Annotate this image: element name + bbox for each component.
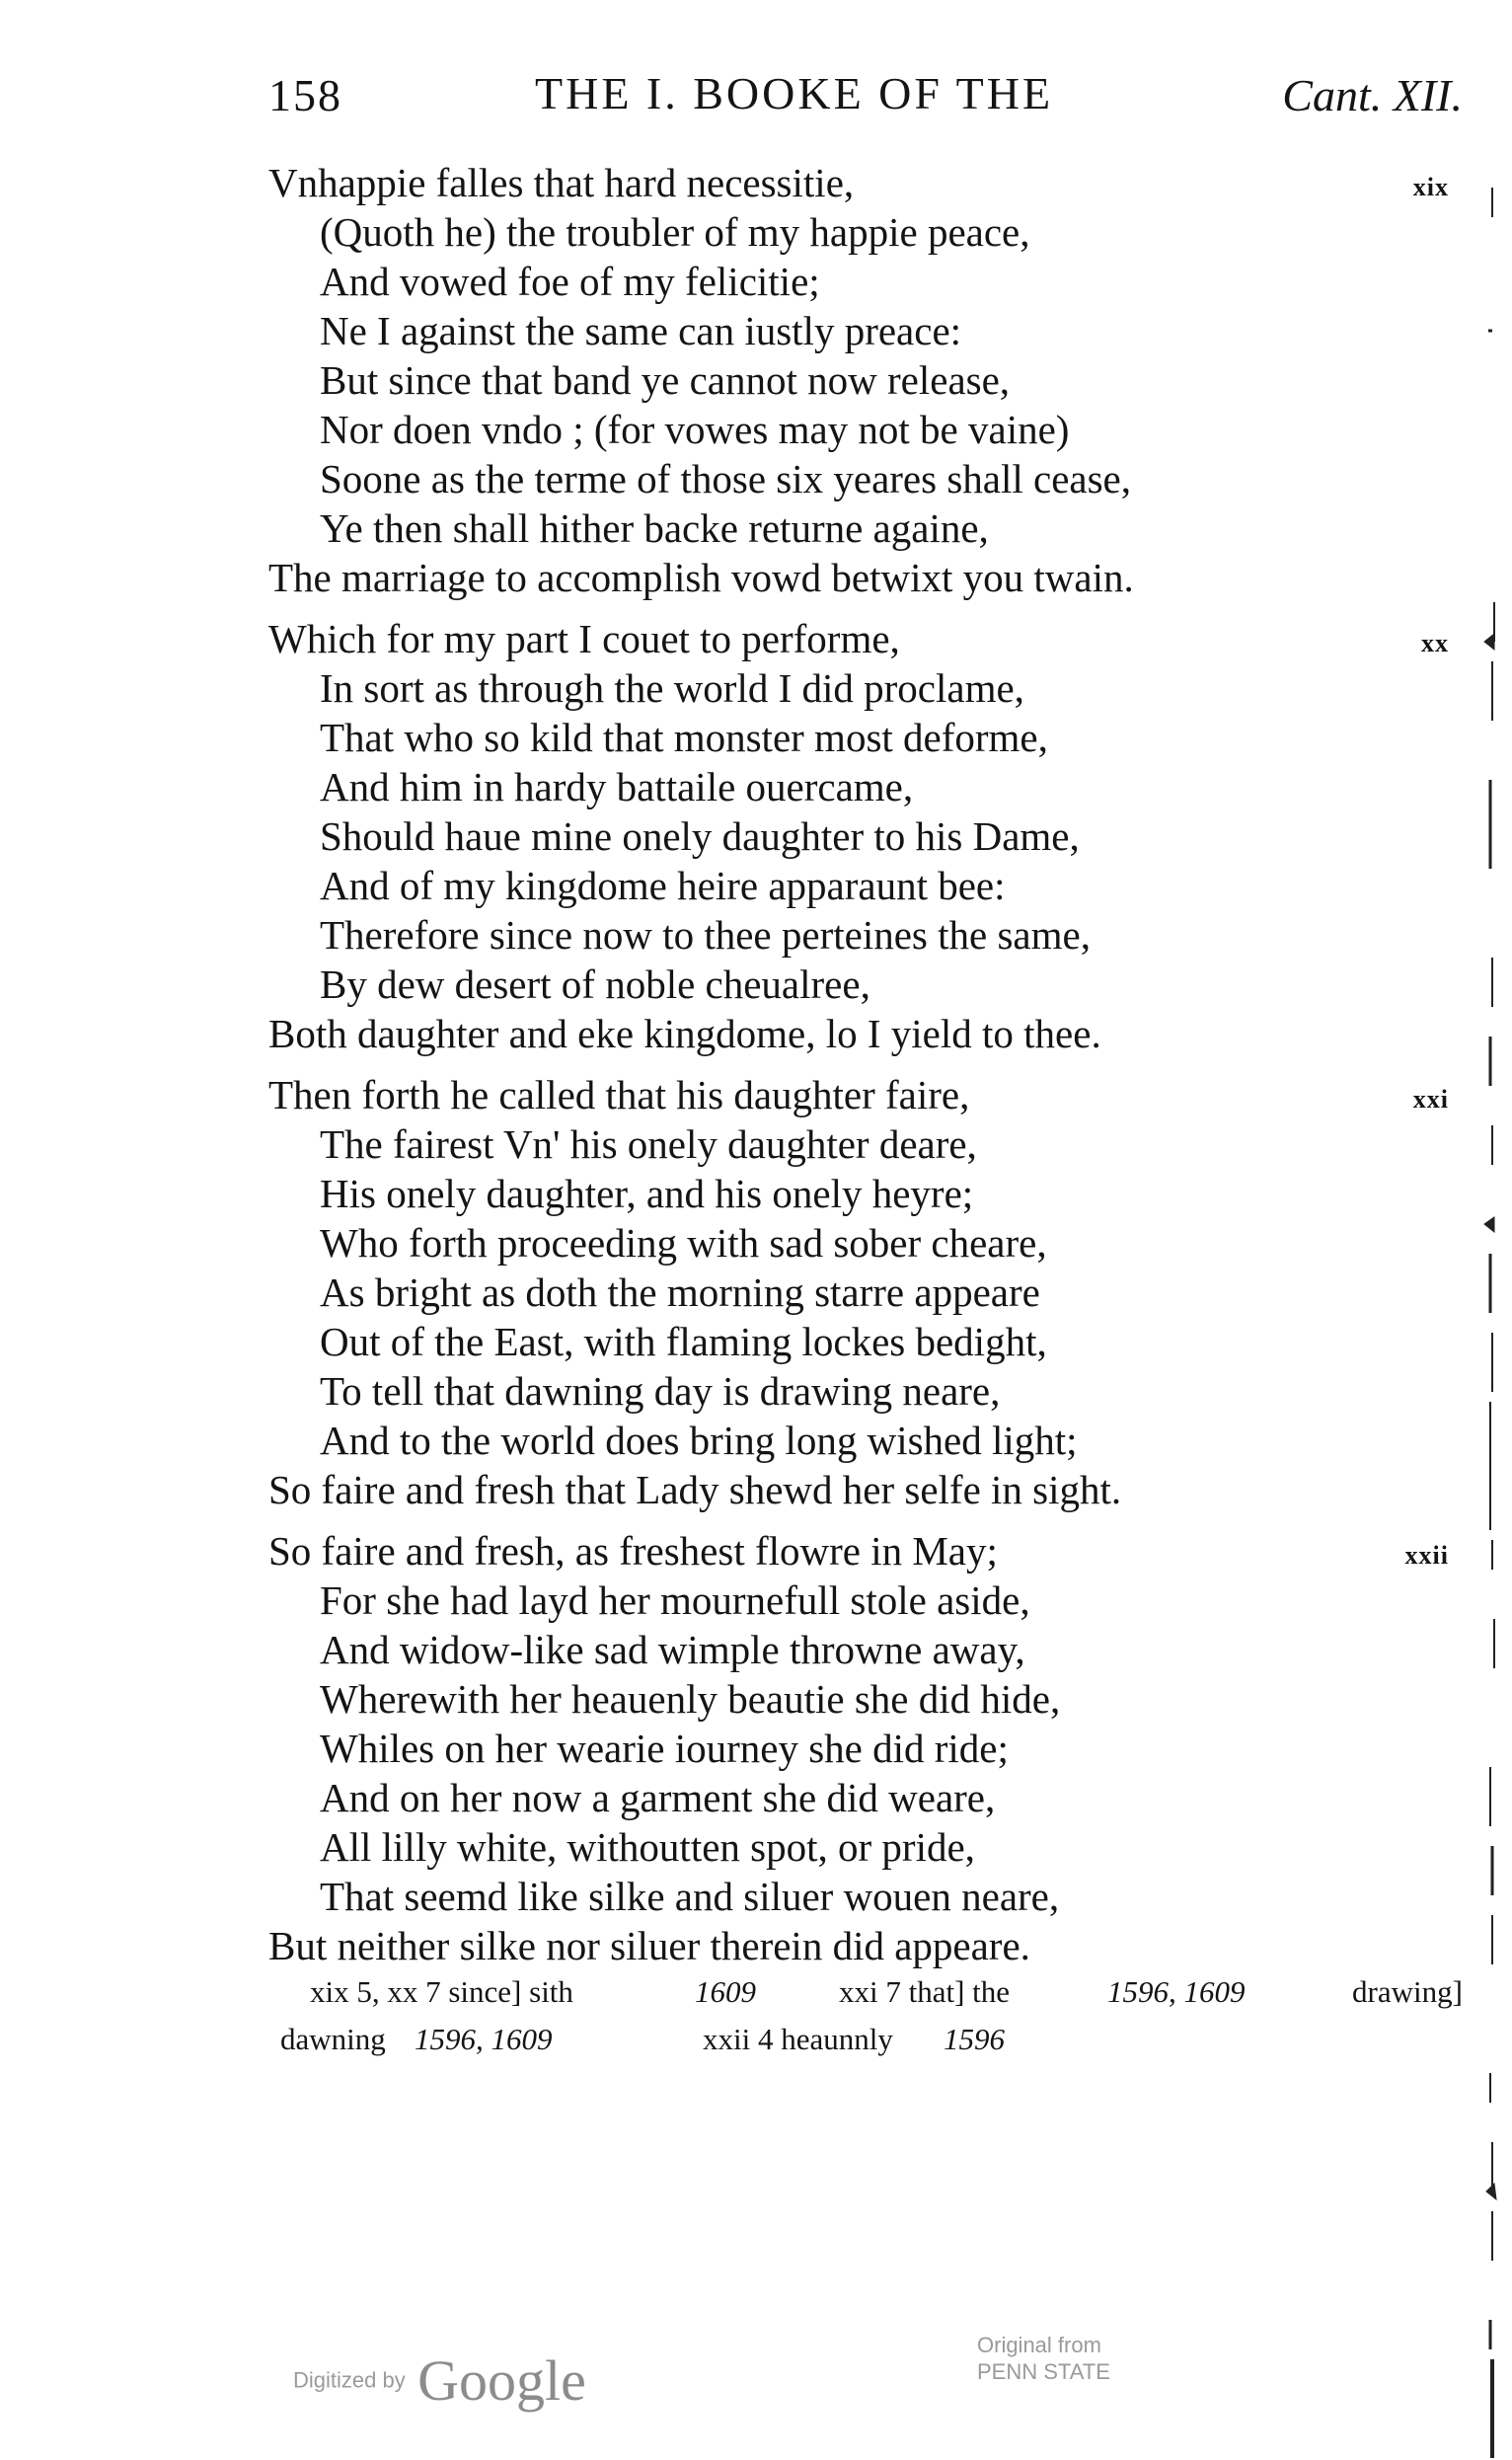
verse-line: In sort as through the world I did proclame, xyxy=(320,665,1024,711)
running-title: THE I. BOOKE OF THE xyxy=(535,68,1054,118)
google-logo: Google xyxy=(417,2348,586,2413)
stanza-xxi xyxy=(268,1070,1473,1514)
verse-line: By dew desert of noble cheualree, xyxy=(320,961,870,1007)
verse-line: For she had layd her mournefull stole aside, xyxy=(320,1577,1030,1623)
note-row xyxy=(268,1974,1482,2018)
stanza-xix xyxy=(268,158,1473,602)
verse-line: To tell that dawning day is drawing neare, xyxy=(320,1368,1001,1414)
note-years: 1596, 1609 xyxy=(1107,1974,1246,2009)
original-from-label: Original from xyxy=(977,2333,1101,2357)
canto-label: Cant. XII. xyxy=(1282,70,1463,120)
digitized-by-label: Digitized by xyxy=(293,2367,406,2393)
running-head xyxy=(268,61,1463,130)
verse-line: His onely daughter, and his onely heyre; xyxy=(320,1171,974,1216)
verse-line: And him in hardy battaile ouercame, xyxy=(320,764,914,809)
verse-line: Wherewith her heauenly beautie she did hide, xyxy=(320,1676,1061,1722)
scan-edge-marks xyxy=(1463,89,1512,2458)
verse-line: And of my kingdome heire apparaunt bee: xyxy=(320,863,1006,908)
verse-line: Nor doen vndo ; (for vowes may not be vaine) xyxy=(320,407,1070,452)
verse-line: So faire and fresh, as freshest flowre in May; xyxy=(268,1528,998,1574)
stanza-number: xxi xyxy=(1412,1085,1449,1114)
verse-line: The marriage to accomplish vowd betwixt you twain. xyxy=(268,555,1134,600)
verse-line: Then forth he called that his daughter faire, xyxy=(268,1072,970,1117)
page-number: 158 xyxy=(268,70,342,120)
verse-line: And widow-like sad wimple throwne away, xyxy=(320,1627,1025,1672)
note-text: xxi 7 that] the xyxy=(839,1974,1011,2009)
verse-line: All lilly white, withoutten spot, or pride, xyxy=(320,1824,975,1870)
stanza-xx xyxy=(268,614,1473,1058)
stanza-number: xix xyxy=(1412,173,1449,201)
verse-line: Should haue mine onely daughter to his Dame, xyxy=(320,813,1080,859)
verse-line: Vnhappie falles that hard necessitie, xyxy=(268,160,855,205)
note-row xyxy=(268,2022,1482,2065)
verse-line: (Quoth he) the troubler of my happie peace, xyxy=(320,209,1030,255)
verse-line: Ne I against the same can iustly preace: xyxy=(320,308,962,353)
note-years: 1596, 1609 xyxy=(415,2022,553,2056)
verse-line: Soone as the terme of those six yeares shall cease, xyxy=(320,456,1132,501)
stanza-number: xxii xyxy=(1404,1541,1449,1570)
verse-line: Out of the East, with flaming lockes bedight, xyxy=(320,1319,1047,1364)
note-year: 1596 xyxy=(944,2022,1005,2056)
verse-line: Ye then shall hither backe returne againe, xyxy=(320,505,989,551)
verse-line: Which for my part I couet to performe, xyxy=(268,616,900,661)
verse-line: And on her now a garment she did weare, xyxy=(320,1775,996,1820)
stanza-xxii xyxy=(268,1526,1473,1970)
verse-line: And vowed foe of my felicitie; xyxy=(320,259,820,304)
verse-line: But since that band ye cannot now release, xyxy=(320,357,1011,403)
stanza-number: xx xyxy=(1421,629,1449,657)
note-text: xxii 4 heaunnly xyxy=(703,2022,893,2056)
note-text: drawing] xyxy=(1352,1974,1463,2009)
verse-line: As bright as doth the morning starre appeare xyxy=(320,1269,1040,1315)
verse-line: So faire and fresh that Lady shewd her selfe in sight. xyxy=(268,1467,1122,1512)
digitized-by-mark xyxy=(293,2347,586,2414)
verse-line: That seemd like silke and siluer wouen neare, xyxy=(320,1874,1060,1919)
note-text: xix 5, xx 7 since] sith xyxy=(310,1974,573,2009)
verse-line: Whiles on her wearie iourney she did ride; xyxy=(320,1726,1009,1771)
verse-line: That who so kild that monster most deforme, xyxy=(320,715,1048,760)
note-text: dawning xyxy=(280,2022,386,2056)
verse-line: The fairest Vn' his onely daughter deare, xyxy=(320,1121,977,1167)
verse-line: But neither silke nor siluer therein did appeare. xyxy=(268,1923,1030,1968)
original-source xyxy=(977,2332,1110,2385)
source-name: PENN STATE xyxy=(977,2359,1110,2384)
note-year: 1609 xyxy=(695,1974,756,2009)
verse-line: Who forth proceeding with sad sober cheare, xyxy=(320,1220,1047,1266)
verse-line: And to the world does bring long wished light; xyxy=(320,1418,1078,1463)
verse-line: Both daughter and eke kingdome, lo I yield to thee. xyxy=(268,1011,1101,1056)
verse-line: Therefore since now to thee perteines the same, xyxy=(320,912,1091,958)
